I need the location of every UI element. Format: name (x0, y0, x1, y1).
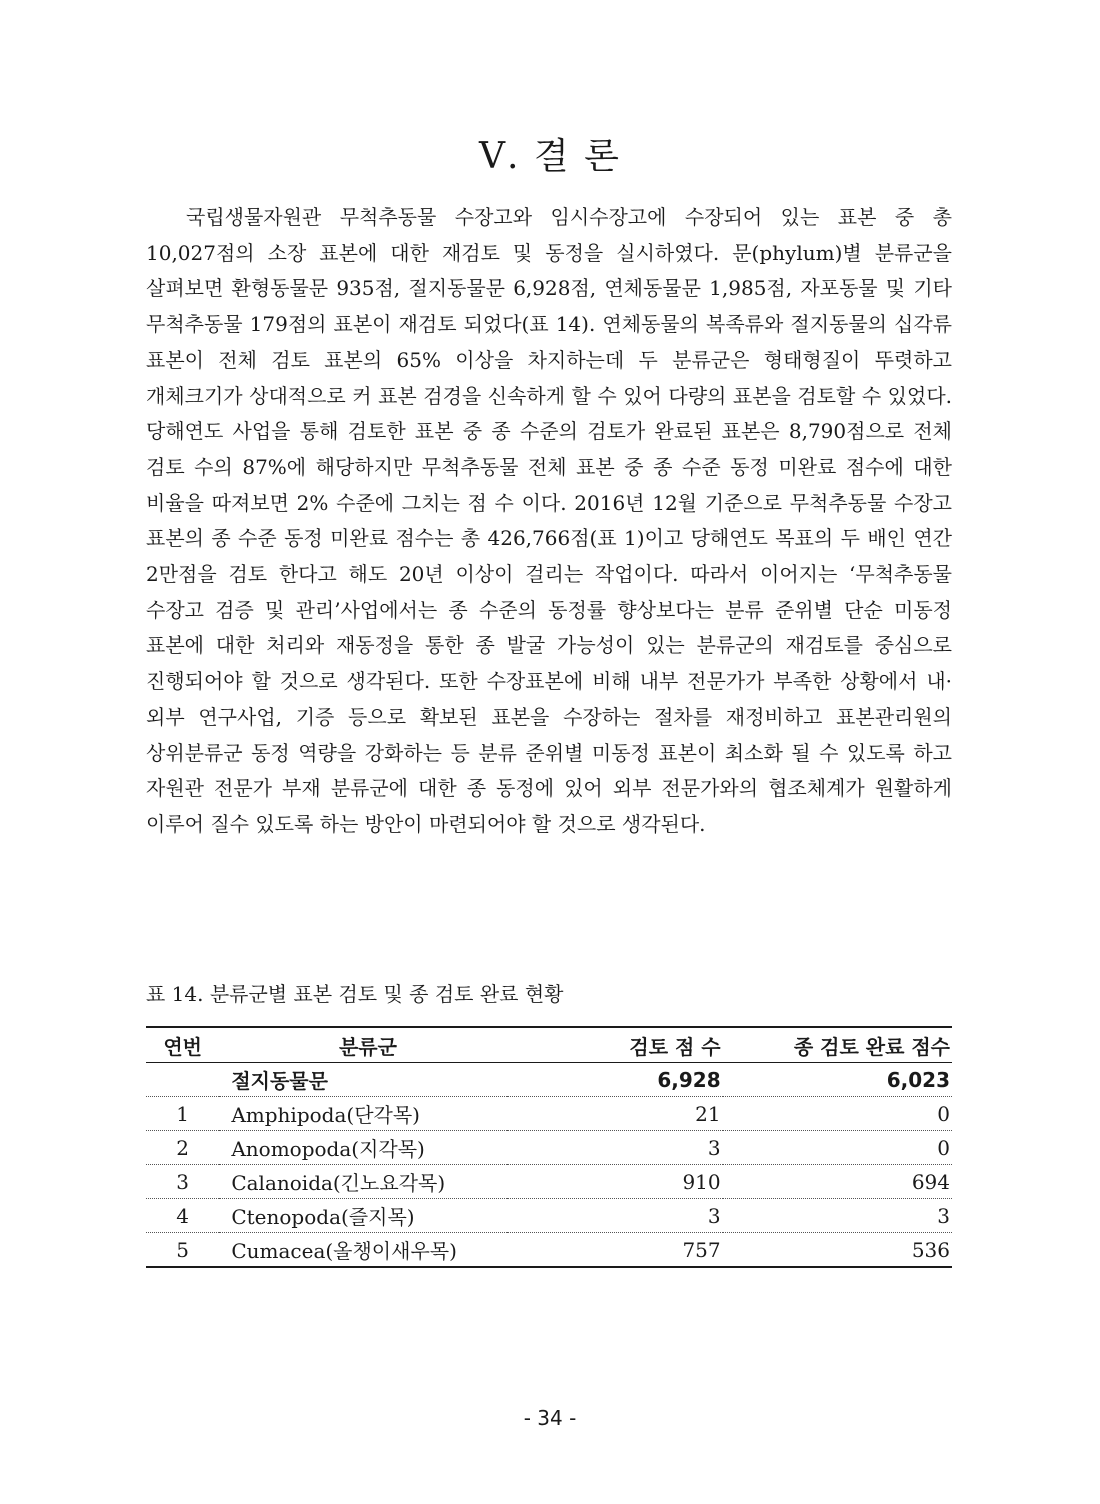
group-completed-cell: 6,023 (723, 1063, 952, 1097)
group-name-cell: 절지동물문 (219, 1063, 506, 1097)
row-taxon-cell: Amphipoda(단각목) (219, 1097, 506, 1131)
page-title: Ⅴ. 결 론 (479, 136, 621, 177)
taxon-review-table (146, 1026, 952, 1268)
row-taxon-cell: Calanoida(긴노요각목) (219, 1165, 506, 1199)
page-number: - 34 - (523, 1406, 577, 1430)
row-completed-cell: 0 (723, 1097, 952, 1131)
row-reviewed-cell: 3 (507, 1199, 723, 1233)
conclusion-paragraph: 국립생물자원관 무척추동물 수장고와 임시수장고에 수장되어 있는 표본 중 총 10,027점의 소장 표본에 대한 재검토 및 동정을 실시하였다. 문(phylum)별 분류군을 살펴보면 환형동물문 935점, 절지동물문 6,928점, 연체동물문 1,985점, 자포동물 및 기타 무척추동물 179점의 표본이 재검토 되었다(표 14). 연체동물의 복족류와 절지동물의 십각류 표본이 전체 검토 표본의 65% 이상을 차지하는데 두 분류군은 형태형질이 뚜렷하고 개체크기가 상대적으로 커 표본 검경을 신속하게 할 수 있어 다량의 표본을 검토할 수 있었다. 당해연도 사업을 통해 검토한 표본 중 종 수준의 검토가 완료된 표본은 8,790점으로 전체 검토 수의 87%에 해당하지만 무척추동물 전체 표본 중 종 수준 동정 미완료 점수에 대한 비율을 따져보면 2% 수준에 그치는 점 수 이다. 2016년 12월 기준으로 무척추동물 수장고 표본의 종 수준 동정 미완료 점수는 총 426,766점(표 1)이고 당해연도 목표의 두 배인 연간 2만점을 검토 한다고 해도 20년 이상이 걸리는 작업이다. 따라서 이어지는 ‘무척추동물 수장고 검증 및 관리’사업에서는 종 수준의 동정률 향상보다는 분류 준위별 단순 미동정 표본에 대한 처리와 재동정을 통한 종 발굴 가능성이 있는 분류군의 재검토를 중심으로 진행되어야 할 것으로 생각된다. 또한 수장표본에 비해 내부 전문가가 부족한 상황에서 내·외부 연구사업, 기증 등으로 확보된 표본을 수장하는 절차를 재정비하고 표본관리원의 상위분류군 동정 역량을 강화하는 등 분류 준위별 미동정 표본이 최소화 될 수 있도록 하고 자원관 전문가 부재 분류군에 대한 종 동정에 있어 외부 전문가와의 협조체계가 원활하게 이루어 질수 있도록 하는 방안이 마련되어야 할 것으로 생각된다. (146, 205, 952, 836)
row-no-cell: 1 (146, 1097, 219, 1131)
group-no-cell (146, 1063, 219, 1097)
group-reviewed-cell: 6,928 (507, 1063, 723, 1097)
header-no: 연번 (163, 1034, 202, 1059)
table-row (146, 1097, 952, 1131)
table-header-row (146, 1027, 952, 1063)
row-completed-cell: 694 (723, 1165, 952, 1199)
row-reviewed-cell: 21 (507, 1097, 723, 1131)
table-row (146, 1165, 952, 1199)
table-caption: 표 14. 분류군별 표본 검토 및 종 검토 완료 현황 (146, 982, 564, 1006)
header-completed: 종 검토 완료 점수 (793, 1034, 950, 1059)
row-taxon-cell: Anomopoda(지각목) (219, 1131, 506, 1165)
row-completed-cell: 3 (723, 1199, 952, 1233)
table-row (146, 1131, 952, 1165)
row-taxon-cell: Ctenopoda(즐지목) (219, 1199, 506, 1233)
row-completed-cell: 0 (723, 1131, 952, 1165)
row-completed-cell: 536 (723, 1233, 952, 1268)
table-group-row (146, 1063, 952, 1097)
row-reviewed-cell: 910 (507, 1165, 723, 1199)
row-no-cell: 2 (146, 1131, 219, 1165)
table-row (146, 1233, 952, 1268)
row-reviewed-cell: 757 (507, 1233, 723, 1268)
header-taxon: 분류군 (338, 1034, 397, 1059)
table-row (146, 1199, 952, 1233)
row-no-cell: 4 (146, 1199, 219, 1233)
header-reviewed: 검토 점 수 (629, 1034, 721, 1059)
row-no-cell: 3 (146, 1165, 219, 1199)
row-no-cell: 5 (146, 1233, 219, 1268)
row-taxon-cell: Cumacea(올챙이새우목) (219, 1233, 506, 1268)
row-reviewed-cell: 3 (507, 1131, 723, 1165)
